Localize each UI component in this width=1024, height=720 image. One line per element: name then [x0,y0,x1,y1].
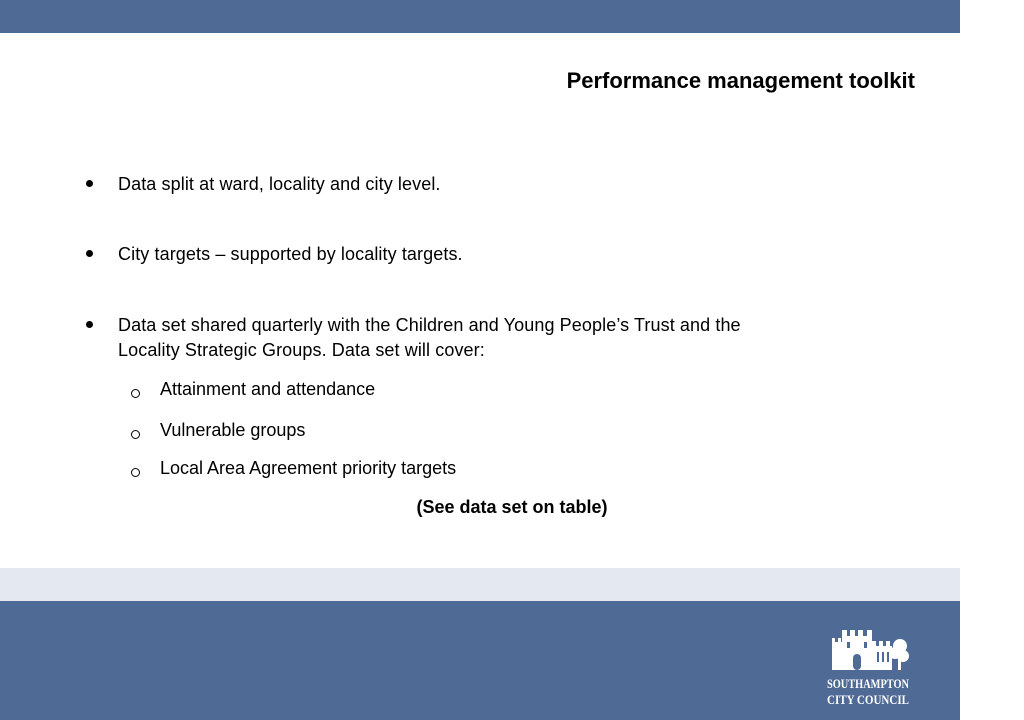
castle-tower-icon [832,630,909,670]
bullet-text: City targets – supported by locality targets. [118,244,463,264]
see-data-note: (See data set on table) [416,497,608,517]
light-band [0,568,960,601]
slide-title: Performance management toolkit [566,68,915,93]
sub-bullet-text: Local Area Agreement priority targets [160,458,457,478]
logo-text-line: SOUTHAMPTON [827,676,910,691]
sub-bullet-marker [131,430,140,439]
sub-bullet-text: Attainment and attendance [160,379,376,399]
bullet-marker [86,250,93,257]
logo-text-line: CITY COUNCIL [827,692,910,707]
sub-bullet-marker [131,389,140,398]
bottom-band [0,601,960,720]
southampton-logo [826,624,910,710]
bullet-text: Data set shared quarterly with the Children and Young People’s Trust and the Locality Strategic Groups. Data set will cover: [118,315,741,360]
bullet-marker [86,180,93,187]
bullet-text: Data split at ward, locality and city level. [118,174,441,194]
top-band [0,0,960,33]
sub-bullet-marker [131,468,140,477]
bullet-marker [86,321,93,328]
sub-bullet-text: Vulnerable groups [160,420,306,440]
